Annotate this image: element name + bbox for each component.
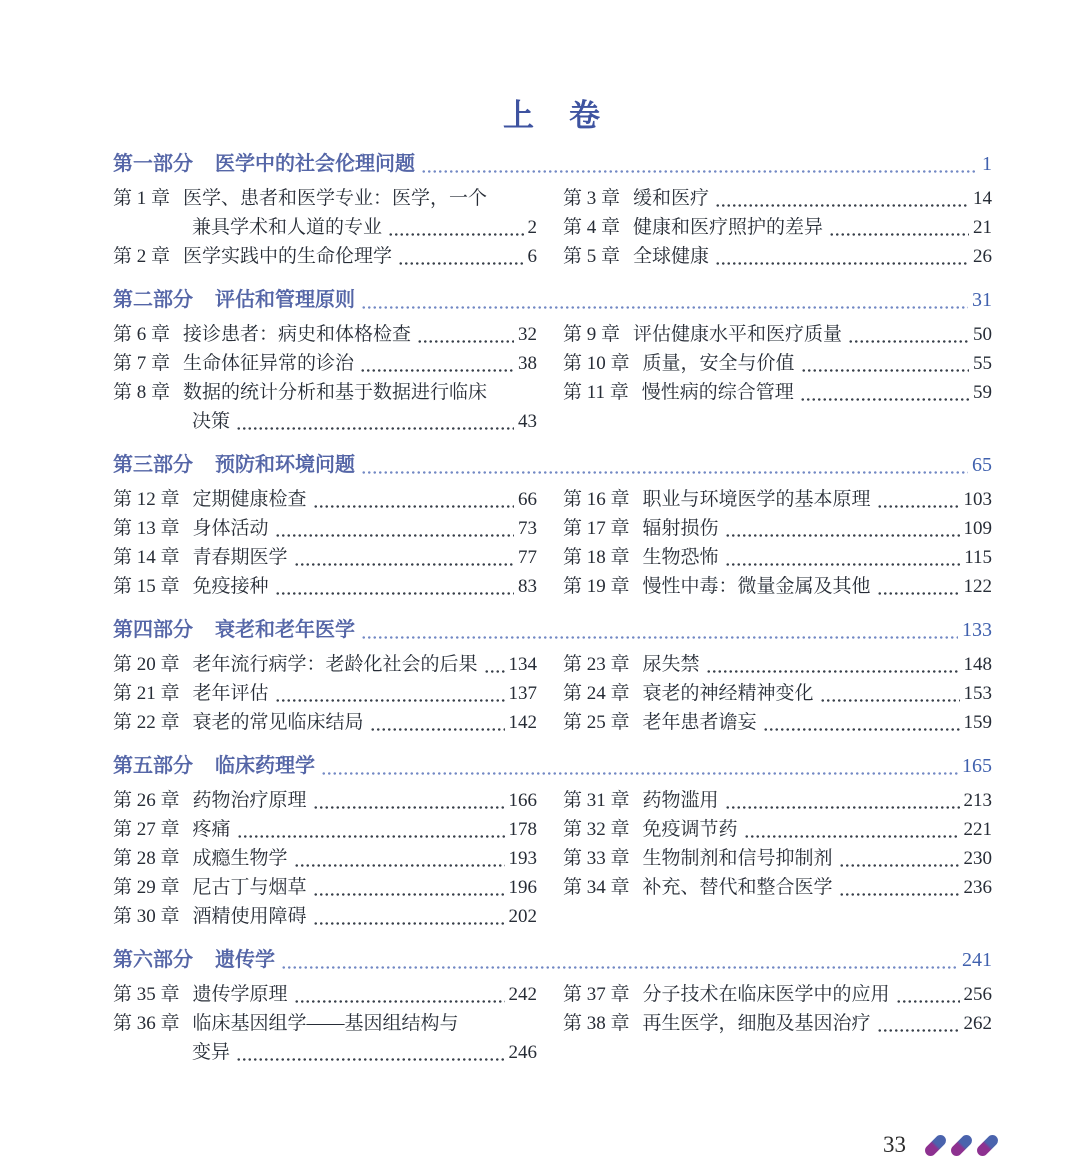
chapter-line (113, 242, 537, 271)
chapter-number: 第 8 章 (113, 382, 171, 403)
chapter-entry (113, 873, 537, 902)
leader-dots (361, 636, 958, 639)
chapter-number: 第 17 章 (563, 518, 630, 539)
chapter-line (113, 572, 537, 601)
chapter-line (563, 213, 992, 242)
chapter-title: 医学、患者和医学专业：医学，一个 (183, 188, 488, 209)
chapter-number: 第 34 章 (563, 877, 630, 898)
chapter-entry (563, 378, 992, 407)
chapter-title: 酒精使用障碍 (192, 906, 307, 927)
part-title: 衰老和老年医学 (215, 619, 355, 641)
part-label: 第四部分 (113, 619, 193, 641)
volume-title: 上 卷 (503, 98, 602, 133)
chapter-page-number: 21 (973, 217, 992, 238)
chapter-title: 成瘾生物学 (192, 848, 288, 869)
chapter-number: 第 29 章 (113, 877, 180, 898)
chapter-page-number: 137 (508, 683, 537, 704)
leader-dots (360, 369, 514, 372)
part-columns (113, 980, 992, 1067)
chapter-title: 评估健康水平和医疗质量 (633, 324, 843, 345)
part-columns (113, 184, 992, 271)
part-heading (113, 149, 992, 179)
chapter-entry (113, 980, 537, 1009)
part-title: 遗传学 (215, 949, 275, 971)
chapter-page-number: 122 (963, 576, 992, 597)
part-columns (113, 650, 992, 737)
part-label: 第六部分 (113, 949, 193, 971)
chapter-number: 第 11 章 (563, 382, 629, 403)
chapter-page-number: 38 (518, 353, 537, 374)
leader-dots (236, 1058, 504, 1061)
toc-page (0, 90, 1080, 1067)
chapter-title: 遗传学原理 (192, 984, 288, 1005)
chapter-title: 生物恐怖 (642, 547, 719, 568)
part-columns (113, 786, 992, 931)
chapter-number: 第 12 章 (113, 489, 180, 510)
chapter-title: 职业与环境医学的基本原理 (642, 489, 871, 510)
chapter-title: 老年流行病学：老龄化社会的后果 (192, 654, 478, 675)
chapter-line (113, 213, 537, 242)
chapter-entry (563, 815, 992, 844)
chapter-line (563, 320, 992, 349)
toc-column-left (113, 184, 537, 271)
leader-dots (236, 427, 514, 430)
chapter-number: 第 20 章 (113, 654, 180, 675)
chapter-entry (113, 514, 537, 543)
leader-dots (313, 893, 505, 896)
leader-dots (237, 835, 505, 838)
part-heading (113, 945, 992, 975)
chapter-number: 第 21 章 (113, 683, 180, 704)
chapter-line (113, 349, 537, 378)
part-page-number: 65 (972, 454, 992, 476)
chapter-entry (113, 708, 537, 737)
chapter-number: 第 24 章 (563, 683, 630, 704)
capsule-pill-icon (975, 1132, 1000, 1157)
chapter-title: 医学实践中的生命伦理学 (183, 246, 393, 267)
leader-dots (800, 398, 969, 401)
chapter-entry (563, 650, 992, 679)
leader-dots (725, 534, 960, 537)
part-section (113, 945, 992, 1067)
chapter-entry (563, 320, 992, 349)
chapter-number: 第 37 章 (563, 984, 630, 1005)
chapter-title: 药物滥用 (642, 790, 719, 811)
chapter-number: 第 10 章 (563, 353, 630, 374)
chapter-title: 衰老的常见临床结局 (192, 712, 364, 733)
chapter-title: 缓和医疗 (633, 188, 710, 209)
chapter-number: 第 30 章 (113, 906, 180, 927)
chapter-page-number: 66 (518, 489, 537, 510)
toc-column-left (113, 485, 537, 601)
part-title: 临床药理学 (215, 755, 315, 777)
chapter-number: 第 15 章 (113, 576, 180, 597)
chapter-line (563, 679, 992, 708)
leader-dots (275, 699, 505, 702)
chapter-page-number: 14 (973, 188, 992, 209)
part-page-number: 133 (962, 619, 992, 641)
leader-dots (275, 592, 514, 595)
chapter-entry (113, 679, 537, 708)
chapter-line (563, 844, 992, 873)
chapter-number: 第 35 章 (113, 984, 180, 1005)
leader-dots (484, 670, 505, 673)
chapter-page-number: 73 (518, 518, 537, 539)
leader-dots (715, 204, 969, 207)
chapter-title: 再生医学，细胞及基因治疗 (642, 1013, 871, 1034)
chapter-number: 第 3 章 (563, 188, 621, 209)
chapter-line (563, 242, 992, 271)
chapter-entry (113, 902, 537, 931)
toc-column-left (113, 650, 537, 737)
chapter-line (563, 572, 992, 601)
chapter-entry (113, 815, 537, 844)
chapter-line (113, 320, 537, 349)
chapter-line (563, 378, 992, 407)
chapter-number: 第 18 章 (563, 547, 630, 568)
chapter-title: 免疫接种 (192, 576, 269, 597)
chapter-page-number: 142 (508, 712, 537, 733)
chapter-line (563, 485, 992, 514)
part-section (113, 450, 992, 601)
chapter-page-number: 202 (508, 906, 537, 927)
chapter-title: 尼古丁与烟草 (192, 877, 307, 898)
part-columns (113, 320, 992, 436)
chapter-entry (113, 349, 537, 378)
chapter-line (563, 980, 992, 1009)
chapter-entry (113, 844, 537, 873)
chapter-number: 第 4 章 (563, 217, 621, 238)
chapter-line (113, 873, 537, 902)
chapter-line (113, 184, 537, 213)
chapter-line (563, 1009, 992, 1038)
chapter-title: 数据的统计分析和基于数据进行临床 (183, 382, 488, 403)
part-label: 第一部分 (113, 153, 193, 175)
chapter-title: 补充、替代和整合医学 (642, 877, 833, 898)
chapter-line (113, 844, 537, 873)
leader-dots (829, 233, 969, 236)
chapter-line (113, 815, 537, 844)
chapter-number: 第 25 章 (563, 712, 630, 733)
chapter-page-number: 256 (963, 984, 992, 1005)
chapter-number: 第 14 章 (113, 547, 180, 568)
leader-dots (313, 806, 505, 809)
chapter-number: 第 13 章 (113, 518, 180, 539)
chapter-page-number: 59 (973, 382, 992, 403)
chapter-title: 变异 (192, 1042, 231, 1063)
chapter-page-number: 159 (963, 712, 992, 733)
chapter-page-number: 178 (508, 819, 537, 840)
part-section (113, 285, 992, 436)
chapter-entry (563, 980, 992, 1009)
chapter-title: 临床基因组学——基因组结构与 (192, 1013, 459, 1034)
chapter-entry (563, 1009, 992, 1038)
chapter-number: 第 9 章 (563, 324, 621, 345)
leader-dots (839, 864, 960, 867)
part-title: 医学中的社会伦理问题 (215, 153, 415, 175)
chapter-number: 第 32 章 (563, 819, 630, 840)
table-of-contents (113, 149, 992, 1067)
chapter-title: 接诊患者：病史和体格检查 (183, 324, 412, 345)
leader-dots (877, 592, 960, 595)
part-page-number: 241 (962, 949, 992, 971)
chapter-entry (563, 349, 992, 378)
chapter-entry (563, 708, 992, 737)
leader-dots (313, 922, 505, 925)
chapter-number: 第 1 章 (113, 188, 171, 209)
chapter-title: 尿失禁 (642, 654, 700, 675)
chapter-number: 第 36 章 (113, 1013, 180, 1034)
folio-page-number: 33 (883, 1132, 906, 1157)
chapter-line (563, 184, 992, 213)
leader-dots (294, 864, 505, 867)
chapter-page-number: 242 (508, 984, 537, 1005)
leader-dots (370, 728, 505, 731)
leader-dots (715, 262, 969, 265)
chapter-entry (113, 543, 537, 572)
chapter-line (113, 786, 537, 815)
part-title: 预防和环境问题 (215, 454, 355, 476)
toc-column-left (113, 980, 537, 1067)
leader-dots (877, 1029, 960, 1032)
part-section (113, 751, 992, 931)
chapter-entry (113, 485, 537, 514)
chapter-entry (563, 213, 992, 242)
part-heading (113, 450, 992, 480)
chapter-number: 第 19 章 (563, 576, 630, 597)
part-label: 第五部分 (113, 755, 193, 777)
chapter-entry (113, 242, 537, 271)
chapter-entry (563, 514, 992, 543)
leader-dots (321, 772, 958, 775)
chapter-page-number: 148 (963, 654, 992, 675)
chapter-page-number: 55 (973, 353, 992, 374)
chapter-title: 疼痛 (192, 819, 231, 840)
toc-column-right (563, 320, 992, 436)
chapter-page-number: 109 (963, 518, 992, 539)
chapter-entry (563, 543, 992, 572)
chapter-title: 生命体征异常的诊治 (183, 353, 355, 374)
leader-dots (848, 340, 969, 343)
part-section (113, 615, 992, 737)
leader-dots (744, 835, 960, 838)
chapter-number: 第 31 章 (563, 790, 630, 811)
chapter-page-number: 221 (963, 819, 992, 840)
chapter-entry (563, 184, 992, 213)
chapter-line (113, 708, 537, 737)
chapter-number: 第 7 章 (113, 353, 171, 374)
chapter-line (113, 679, 537, 708)
leader-dots (388, 233, 523, 236)
chapter-title: 身体活动 (192, 518, 269, 539)
chapter-title: 质量，安全与价值 (642, 353, 795, 374)
chapter-number: 第 33 章 (563, 848, 630, 869)
chapter-number: 第 28 章 (113, 848, 180, 869)
leader-dots (398, 262, 523, 265)
chapter-line (113, 407, 537, 436)
chapter-line (563, 543, 992, 572)
chapter-title: 生物制剂和信号抑制剂 (642, 848, 833, 869)
chapter-line (113, 1038, 537, 1067)
chapter-title: 兼具学术和人道的专业 (192, 217, 383, 238)
chapter-page-number: 153 (963, 683, 992, 704)
chapter-page-number: 196 (508, 877, 537, 898)
chapter-number: 第 38 章 (563, 1013, 630, 1034)
chapter-page-number: 115 (964, 547, 992, 568)
part-heading (113, 285, 992, 315)
chapter-title: 全球健康 (633, 246, 710, 267)
chapter-line (113, 378, 537, 407)
chapter-line (113, 980, 537, 1009)
chapter-title: 青春期医学 (192, 547, 288, 568)
chapter-entry (113, 320, 537, 349)
chapter-entry (113, 786, 537, 815)
chapter-page-number: 134 (508, 654, 537, 675)
chapter-title: 慢性中毒：微量金属及其他 (642, 576, 871, 597)
chapter-title: 健康和医疗照护的差异 (633, 217, 824, 238)
part-label: 第二部分 (113, 289, 193, 311)
chapter-number: 第 6 章 (113, 324, 171, 345)
chapter-page-number: 262 (963, 1013, 992, 1034)
chapter-title: 决策 (192, 411, 231, 432)
capsule-pill-icon (949, 1132, 974, 1157)
leader-dots (763, 728, 960, 731)
chapter-entry (563, 844, 992, 873)
leader-dots (313, 505, 514, 508)
chapter-page-number: 26 (973, 246, 992, 267)
chapter-entry (563, 679, 992, 708)
leader-dots (361, 471, 968, 474)
chapter-line (563, 514, 992, 543)
leader-dots (294, 563, 514, 566)
part-columns (113, 485, 992, 601)
toc-column-right (563, 650, 992, 737)
chapter-entry (563, 572, 992, 601)
chapter-entry (563, 873, 992, 902)
chapter-line (113, 485, 537, 514)
chapter-line (113, 650, 537, 679)
chapter-page-number: 193 (508, 848, 537, 869)
chapter-page-number: 2 (527, 217, 537, 238)
part-title: 评估和管理原则 (215, 289, 355, 311)
part-heading (113, 615, 992, 645)
toc-column-right (563, 786, 992, 931)
chapter-entry (563, 786, 992, 815)
chapter-number: 第 5 章 (563, 246, 621, 267)
leader-dots (877, 505, 960, 508)
chapter-entry (113, 650, 537, 679)
leader-dots (820, 699, 960, 702)
toc-column-right (563, 184, 992, 271)
chapter-title: 药物治疗原理 (192, 790, 307, 811)
toc-column-right (563, 485, 992, 601)
chapter-line (563, 349, 992, 378)
chapter-line (563, 786, 992, 815)
chapter-number: 第 26 章 (113, 790, 180, 811)
chapter-title: 免疫调节药 (642, 819, 738, 840)
publisher-logo (922, 1140, 1000, 1151)
part-page-number: 31 (972, 289, 992, 311)
chapter-entry (563, 242, 992, 271)
chapter-entry (113, 184, 537, 242)
chapter-title: 衰老的神经精神变化 (642, 683, 814, 704)
chapter-title: 慢性病的综合管理 (641, 382, 794, 403)
chapter-line (113, 902, 537, 931)
toc-column-left (113, 320, 537, 436)
part-page-number: 1 (982, 153, 992, 175)
chapter-line (563, 815, 992, 844)
leader-dots (706, 670, 960, 673)
chapter-number: 第 16 章 (563, 489, 630, 510)
part-label: 第三部分 (113, 454, 193, 476)
part-heading (113, 751, 992, 781)
chapter-line (563, 708, 992, 737)
chapter-title: 辐射损伤 (642, 518, 719, 539)
leader-dots (839, 893, 960, 896)
chapter-page-number: 103 (963, 489, 992, 510)
leader-dots (275, 534, 514, 537)
chapter-page-number: 213 (963, 790, 992, 811)
chapter-number: 第 2 章 (113, 246, 171, 267)
toc-column-left (113, 786, 537, 931)
chapter-number: 第 22 章 (113, 712, 180, 733)
chapter-page-number: 32 (518, 324, 537, 345)
chapter-entry (113, 378, 537, 436)
chapter-line (113, 543, 537, 572)
leader-dots (361, 306, 968, 309)
chapter-page-number: 77 (518, 547, 537, 568)
chapter-page-number: 166 (508, 790, 537, 811)
part-page-number: 165 (962, 755, 992, 777)
leader-dots (801, 369, 969, 372)
chapter-line (563, 650, 992, 679)
chapter-page-number: 6 (527, 246, 537, 267)
part-section (113, 149, 992, 271)
leader-dots (725, 806, 960, 809)
chapter-entry (113, 572, 537, 601)
chapter-page-number: 236 (963, 877, 992, 898)
chapter-line (113, 514, 537, 543)
toc-column-right (563, 980, 992, 1067)
chapter-page-number: 43 (518, 411, 537, 432)
chapter-page-number: 246 (508, 1042, 537, 1063)
leader-dots (725, 563, 961, 566)
chapter-title: 老年评估 (192, 683, 269, 704)
chapter-entry (563, 485, 992, 514)
leader-dots (281, 966, 958, 969)
leader-dots (896, 1000, 960, 1003)
chapter-line (563, 873, 992, 902)
chapter-line (113, 1009, 537, 1038)
chapter-page-number: 230 (963, 848, 992, 869)
chapter-page-number: 50 (973, 324, 992, 345)
page-footer (883, 1132, 1000, 1158)
capsule-pill-icon (923, 1132, 948, 1157)
chapter-number: 第 23 章 (563, 654, 630, 675)
leader-dots (421, 170, 978, 173)
chapter-title: 定期健康检查 (192, 489, 307, 510)
chapter-title: 分子技术在临床医学中的应用 (642, 984, 890, 1005)
chapter-page-number: 83 (518, 576, 537, 597)
leader-dots (294, 1000, 505, 1003)
chapter-entry (113, 1009, 537, 1067)
chapter-title: 老年患者谵妄 (642, 712, 757, 733)
chapter-number: 第 27 章 (113, 819, 180, 840)
leader-dots (417, 340, 514, 343)
